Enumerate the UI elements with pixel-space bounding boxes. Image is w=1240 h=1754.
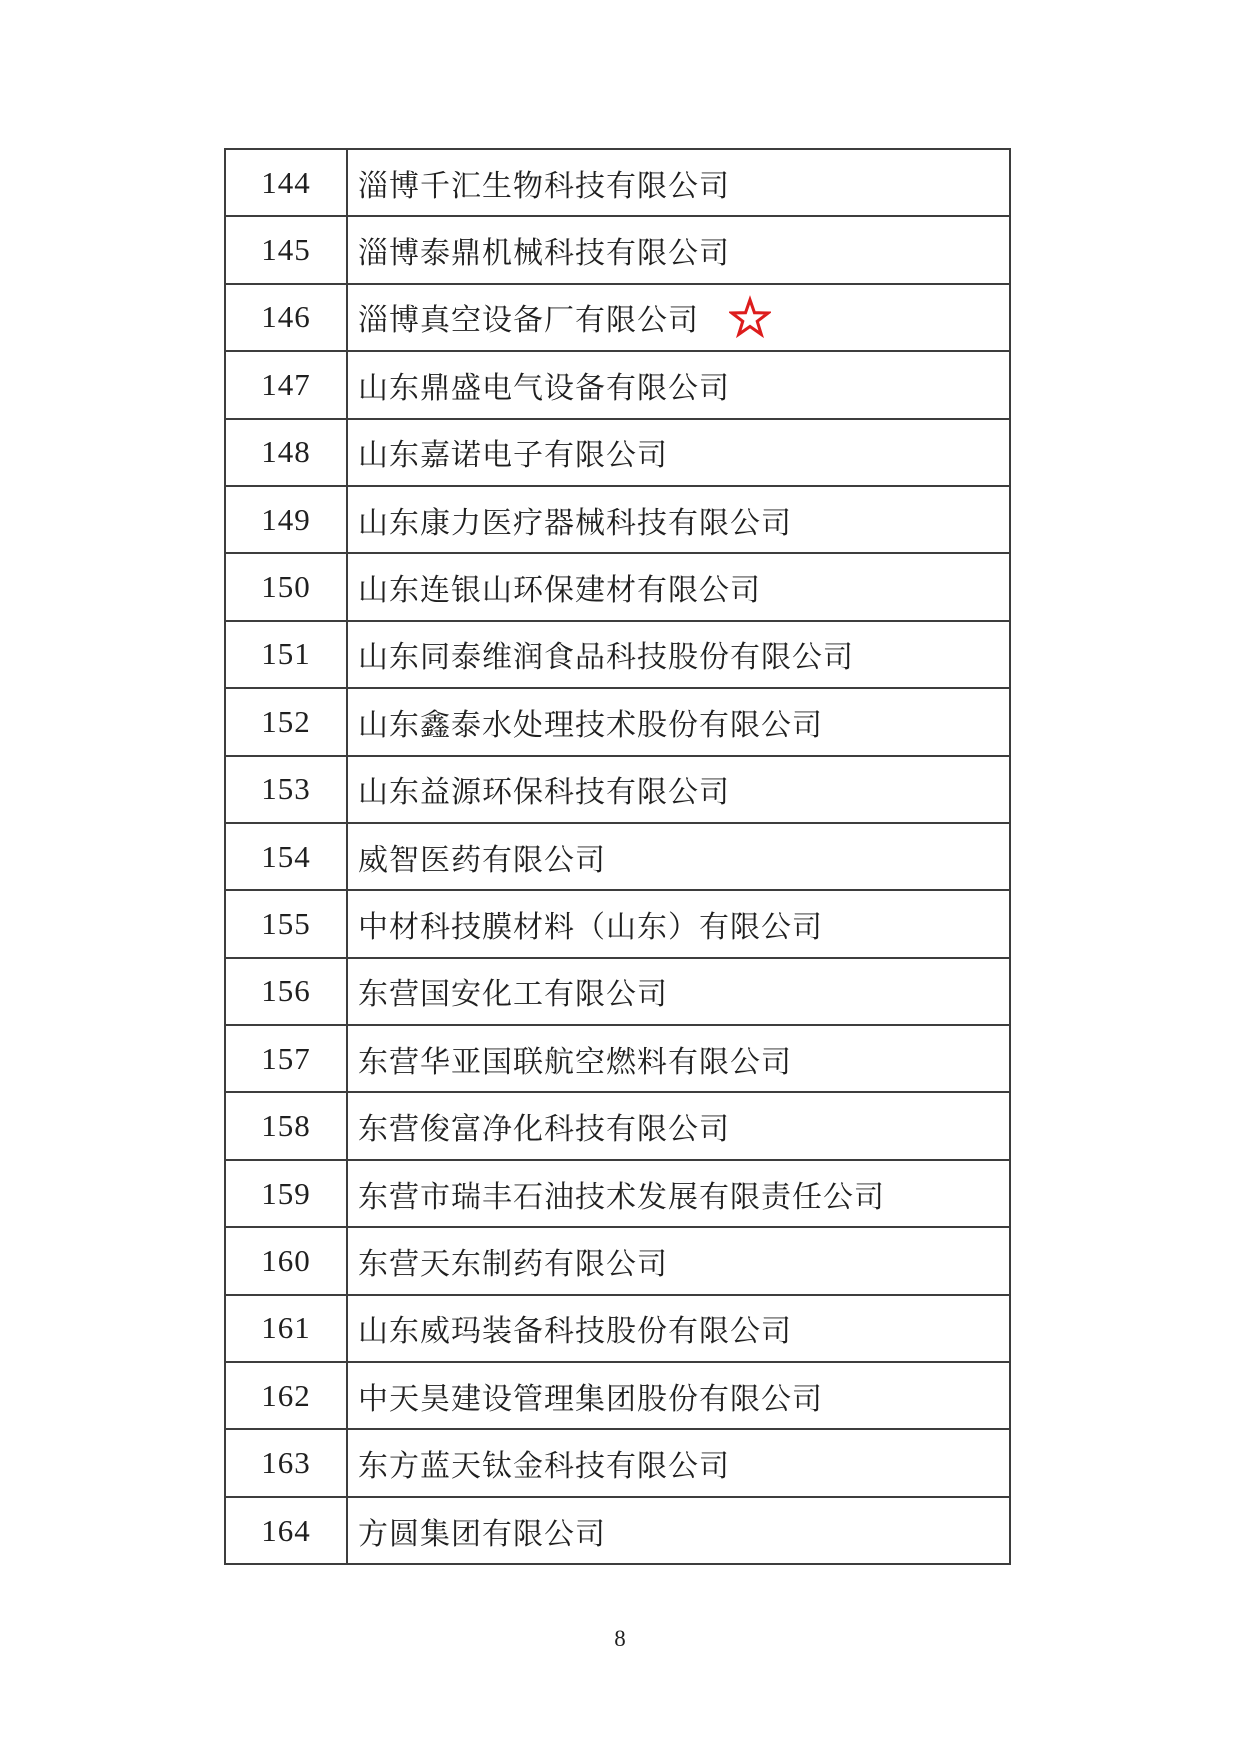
company-name: 东方蓝天钛金科技有限公司 (358, 1450, 730, 1484)
table-row (225, 890, 1010, 957)
company-name-cell (347, 1227, 1010, 1294)
company-name-cell (347, 149, 1010, 216)
table-row (225, 419, 1010, 486)
company-name: 中材科技膜材料（山东）有限公司 (358, 910, 823, 944)
company-name: 山东鼎盛电气设备有限公司 (358, 371, 730, 405)
row-number: 154 (261, 838, 311, 874)
row-number-cell (225, 216, 347, 283)
row-number: 147 (261, 366, 311, 402)
table-row (225, 688, 1010, 755)
company-name-cell (347, 1362, 1010, 1429)
table-row (225, 1227, 1010, 1294)
row-number: 145 (261, 232, 311, 268)
table-row (225, 553, 1010, 620)
company-name: 淄博千汇生物科技有限公司 (358, 169, 730, 203)
row-number-cell (225, 1497, 347, 1564)
row-number: 160 (261, 1242, 311, 1278)
row-number: 150 (261, 569, 311, 605)
row-number-cell (225, 284, 347, 351)
table-row (225, 149, 1010, 216)
company-name-cell (347, 823, 1010, 890)
table-row (225, 1362, 1010, 1429)
page-number: 8 (614, 1626, 626, 1651)
row-number-cell (225, 890, 347, 957)
row-number: 158 (261, 1108, 311, 1144)
company-name-cell (347, 1025, 1010, 1092)
row-number-cell (225, 1160, 347, 1227)
table-row (225, 1160, 1010, 1227)
row-number-cell (225, 823, 347, 890)
row-number-cell (225, 1227, 347, 1294)
company-name: 方圆集团有限公司 (358, 1517, 606, 1551)
red-star-icon (729, 295, 771, 339)
row-number: 149 (261, 501, 311, 537)
company-name-cell (347, 890, 1010, 957)
row-number-cell (225, 351, 347, 418)
table-row (225, 216, 1010, 283)
row-number-cell (225, 688, 347, 755)
row-number: 152 (261, 703, 311, 739)
row-number-cell (225, 149, 347, 216)
company-name-cell (347, 1092, 1010, 1159)
company-name-cell (347, 216, 1010, 283)
company-name: 东营俊富净化科技有限公司 (358, 1113, 730, 1147)
row-number-cell (225, 621, 347, 688)
company-name-cell (347, 284, 1010, 351)
company-name-cell (347, 756, 1010, 823)
company-name: 东营天东制药有限公司 (358, 1247, 668, 1281)
company-name-cell (347, 486, 1010, 553)
row-number-cell (225, 486, 347, 553)
table-row (225, 1025, 1010, 1092)
table-row (225, 486, 1010, 553)
company-name: 山东威玛装备科技股份有限公司 (358, 1315, 792, 1349)
company-name: 东营国安化工有限公司 (358, 978, 668, 1012)
company-name: 淄博泰鼎机械科技有限公司 (358, 237, 730, 271)
row-number: 156 (261, 973, 311, 1009)
row-number: 161 (261, 1310, 311, 1346)
company-name: 东营华亚国联航空燃料有限公司 (358, 1045, 792, 1079)
table-row (225, 958, 1010, 1025)
company-table (224, 148, 1011, 1565)
table-row (225, 284, 1010, 351)
company-name-cell (347, 553, 1010, 620)
row-number-cell (225, 756, 347, 823)
row-number-cell (225, 553, 347, 620)
table-row (225, 621, 1010, 688)
company-name: 山东同泰维润食品科技股份有限公司 (358, 641, 854, 675)
company-name-cell (347, 621, 1010, 688)
row-number: 162 (261, 1377, 311, 1413)
table-body (225, 149, 1010, 1564)
row-number-cell (225, 419, 347, 486)
company-name: 山东康力医疗器械科技有限公司 (358, 506, 792, 540)
row-number-cell (225, 1429, 347, 1496)
company-name-cell (347, 688, 1010, 755)
row-number: 153 (261, 771, 311, 807)
table-row (225, 1295, 1010, 1362)
company-name-cell (347, 351, 1010, 418)
company-name-cell (347, 1295, 1010, 1362)
company-name: 山东嘉诺电子有限公司 (358, 439, 668, 473)
row-number: 159 (261, 1175, 311, 1211)
row-number-cell (225, 1025, 347, 1092)
row-number-cell (225, 1295, 347, 1362)
row-number: 151 (261, 636, 311, 672)
company-name: 山东鑫泰水处理技术股份有限公司 (358, 708, 823, 742)
company-name-cell (347, 958, 1010, 1025)
company-name: 山东益源环保科技有限公司 (358, 776, 730, 810)
row-number: 155 (261, 905, 311, 941)
row-number: 144 (261, 164, 311, 200)
row-number-cell (225, 958, 347, 1025)
company-name-cell (347, 419, 1010, 486)
company-name: 威智医药有限公司 (358, 843, 606, 877)
company-name-cell (347, 1160, 1010, 1227)
row-number-cell (225, 1092, 347, 1159)
table-row (225, 351, 1010, 418)
row-number: 148 (261, 434, 311, 470)
row-number: 157 (261, 1040, 311, 1076)
row-number: 164 (261, 1512, 311, 1548)
row-number-cell (225, 1362, 347, 1429)
company-name: 淄博真空设备厂有限公司 (358, 304, 699, 338)
row-number: 163 (261, 1445, 311, 1481)
company-name: 中天昊建设管理集团股份有限公司 (358, 1382, 823, 1416)
row-number: 146 (261, 299, 311, 335)
table-row (225, 1092, 1010, 1159)
company-name-cell (347, 1429, 1010, 1496)
table-row (225, 756, 1010, 823)
table-row (225, 823, 1010, 890)
company-name: 山东连银山环保建材有限公司 (358, 574, 761, 608)
company-name: 东营市瑞丰石油技术发展有限责任公司 (358, 1180, 885, 1214)
table-row (225, 1497, 1010, 1564)
table-row (225, 1429, 1010, 1496)
company-name-cell (347, 1497, 1010, 1564)
